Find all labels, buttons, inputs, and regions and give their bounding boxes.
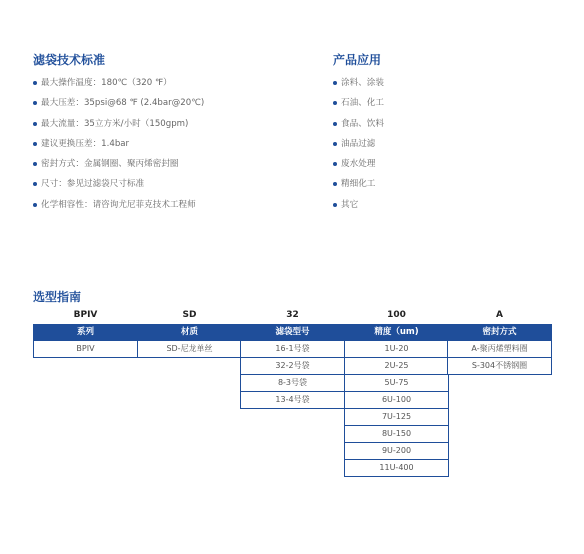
list-item: 密封方式：金属钢圈、聚丙烯密封圈 (33, 157, 204, 177)
bullet-dot-icon (333, 81, 337, 85)
column-code: 100 (387, 310, 406, 320)
table-cell: 32-2号袋 (240, 358, 345, 375)
list-item: 最大压差：35psi@68 ℉ (2.4bar@20℃) (33, 96, 204, 116)
list-item: 最大操作温度：180℃（320 ℉） (33, 76, 204, 96)
bullet-dot-icon (333, 101, 337, 105)
column-header: 滤袋型号 (240, 324, 345, 341)
bullet-dot-icon (33, 122, 37, 126)
bullet-dot-icon (33, 182, 37, 186)
table-cell: 1U-20 (344, 341, 449, 358)
list-item: 石油、化工 (333, 96, 384, 116)
table-cell: BPIV (33, 341, 138, 358)
bullet-dot-icon (333, 142, 337, 146)
bullet-dot-icon (333, 122, 337, 126)
list-item: 建议更换压差：1.4bar (33, 137, 204, 157)
bullet-dot-icon (33, 203, 37, 207)
bullet-dot-icon (333, 182, 337, 186)
table-cell: 2U-25 (344, 358, 449, 375)
list-item: 尺寸：参见过滤袋尺寸标准 (33, 177, 204, 197)
table-cell: SD-尼龙单丝 (137, 341, 242, 358)
column-code: 32 (286, 310, 299, 320)
bullet-dot-icon (33, 142, 37, 146)
table-cell: S-304不锈钢圈 (447, 358, 552, 375)
bullet-dot-icon (33, 101, 37, 105)
column-code: A (496, 310, 503, 320)
column-header: 材质 (137, 324, 242, 341)
guide-column-rating (344, 307, 449, 477)
guide-column-seal (447, 307, 552, 375)
guide-column-material (137, 307, 242, 358)
column-header: 系列 (33, 324, 138, 341)
column-code: BPIV (73, 310, 98, 320)
guide-column-series (33, 307, 138, 358)
list-item: 油品过滤 (333, 137, 384, 157)
table-cell: 5U-75 (344, 375, 449, 392)
list-item: 废水处理 (333, 157, 384, 177)
list-item: 其它 (333, 198, 384, 218)
list-item: 化学相容性：请咨询尤尼菲克技术工程师 (33, 198, 204, 218)
list-item: 涂料、涂装 (333, 76, 384, 96)
bullet-dot-icon (333, 162, 337, 166)
column-header: 精度（um) (344, 324, 449, 341)
table-cell: 7U-125 (344, 409, 449, 426)
table-cell: 9U-200 (344, 443, 449, 460)
table-cell: A-聚丙烯塑料圈 (447, 341, 552, 358)
specs-heading: 滤袋技术标准 (33, 53, 106, 67)
table-cell: 13-4号袋 (240, 392, 345, 409)
applications-list (333, 76, 384, 218)
guide-column-bag-size (240, 307, 345, 409)
table-cell: 11U-400 (344, 460, 449, 477)
bullet-dot-icon (33, 162, 37, 166)
specs-list (33, 76, 204, 218)
table-cell: 6U-100 (344, 392, 449, 409)
bullet-dot-icon (333, 203, 337, 207)
table-cell: 16-1号袋 (240, 341, 345, 358)
list-item: 最大流量：35立方米/小时（150gpm) (33, 117, 204, 137)
guide-heading: 选型指南 (33, 290, 82, 304)
list-item: 精细化工 (333, 177, 384, 197)
bullet-dot-icon (33, 81, 37, 85)
column-header: 密封方式 (447, 324, 552, 341)
applications-heading: 产品应用 (333, 53, 382, 67)
list-item: 食品、饮料 (333, 117, 384, 137)
table-cell: 8U-150 (344, 426, 449, 443)
table-cell: 8-3号袋 (240, 375, 345, 392)
column-code: SD (182, 310, 197, 320)
